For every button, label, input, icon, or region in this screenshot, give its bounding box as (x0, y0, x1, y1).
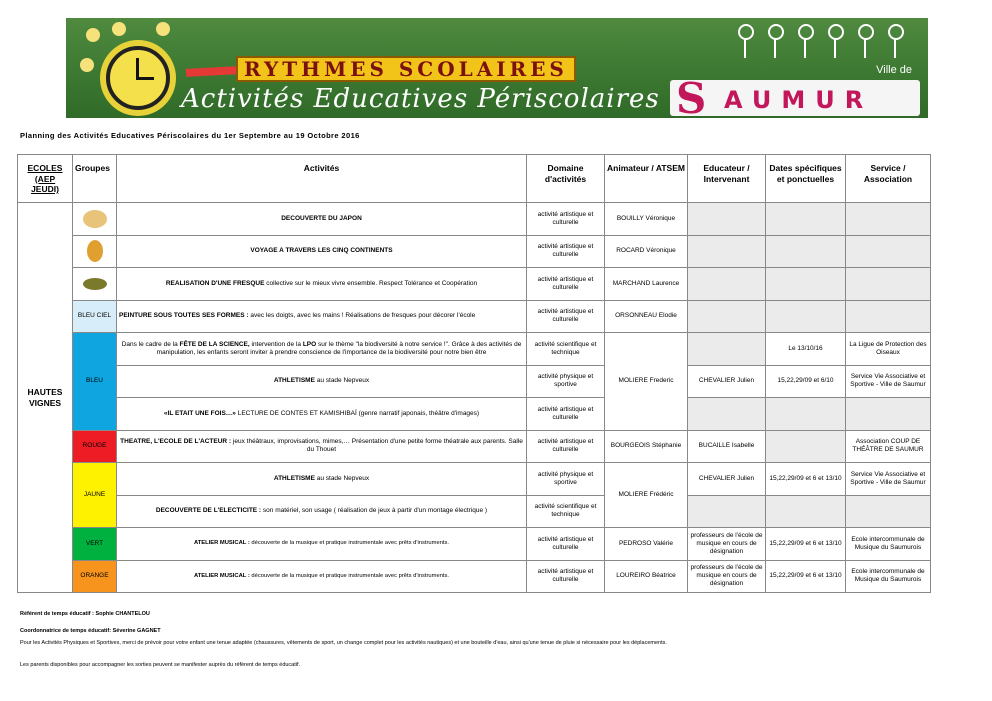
table-row (18, 365, 931, 398)
table-row (18, 495, 931, 528)
col-header-groupes: Groupes (73, 155, 117, 203)
animateur-cell: PEDROSO Valérie (605, 528, 688, 561)
activity-text: avec les doigts, avec les mains ! Réalisations de fresques pour décorer l'école (248, 312, 476, 320)
bulb-icon (156, 22, 170, 36)
group-vert: VERT (73, 528, 117, 561)
educateur-cell (688, 398, 766, 431)
service-cell (846, 235, 931, 268)
activity-cell (117, 268, 527, 301)
saumur-logo (670, 64, 920, 118)
footer-note-parents: Les parents disponibles pour accompagner les sorties peuvent se manifester auprès du référent de temps éducatif. (20, 662, 301, 668)
activity-text: au stade Nepveux (314, 474, 370, 482)
bulb-icon (86, 28, 100, 42)
group-orange: ORANGE (73, 560, 117, 593)
domaine-cell: activité physique et sportive (527, 365, 605, 398)
table-row (18, 398, 931, 431)
activity-text: VOYAGE A TRAVERS LES CINQ CONTINENTS (250, 247, 393, 255)
table-row (18, 235, 931, 268)
logo-name: AUMUR (724, 86, 874, 114)
activity-cell (117, 495, 527, 528)
group-bleu-ciel: BLEU CIEL (73, 300, 117, 333)
domaine-cell: activité scientifique et technique (527, 495, 605, 528)
activity-bold: FÊTE DE LA SCIENCE, (179, 340, 250, 348)
group-rouge: ROUGE (73, 430, 117, 463)
activity-bold: PEINTURE SOUS TOUTES SES FORMES : (119, 312, 249, 320)
dates-cell (766, 430, 846, 463)
table-row (18, 300, 931, 333)
col-header-service: Service / Association (846, 155, 931, 203)
table-row (18, 560, 931, 593)
activity-text: au stade Nepveux (314, 377, 370, 385)
rabbit-icon (83, 210, 107, 228)
group-icon-cell (73, 235, 117, 268)
animateur-cell: ROCARD Véronique (605, 235, 688, 268)
activity-bold: «IL ETAIT UNE FOIS…» (163, 409, 236, 417)
domaine-cell: activité artistique et culturelle (527, 430, 605, 463)
col-header-educateur: Educateur / Intervenant (688, 155, 766, 203)
dates-cell (766, 495, 846, 528)
service-cell: Service Vie Associative et Sportive - Ville de Saumur (846, 463, 931, 496)
activity-cell (117, 463, 527, 496)
animateur-cell: MOLIERE Frederic (605, 333, 688, 431)
activity-bold: ATHLETISME (273, 474, 315, 482)
activity-bold: ATELIER MUSICAL : (193, 572, 250, 579)
banner-title: RYTHMES SCOLAIRES (244, 57, 568, 81)
activity-cell (117, 365, 527, 398)
clock-icon (106, 46, 170, 110)
dates-cell: Le 13/10/16 (766, 333, 846, 366)
bulb-icon (112, 22, 126, 36)
activity-bold: LPO (302, 340, 317, 348)
banner-title-box (236, 56, 576, 82)
activity-cell (117, 300, 527, 333)
educateur-cell (688, 235, 766, 268)
school-cell: HAUTES VIGNES (18, 203, 73, 593)
activity-text: Dans le cadre de la (121, 340, 180, 348)
service-cell (846, 203, 931, 236)
domaine-cell: activité artistique et culturelle (527, 268, 605, 301)
footer-coord-text: Coordonnatrice de temps éducatif: Séverine GAGNET (20, 628, 161, 634)
footer-referent (20, 611, 150, 617)
table-row (18, 203, 931, 236)
dates-cell: 15,22,29/09 et 6 et 13/10 (766, 528, 846, 561)
animateur-cell: ORSONNEAU Elodie (605, 300, 688, 333)
activity-text: LECTURE DE CONTES ET KAMISHIBAÏ (genre narratif japonais, théâtre d'images) (235, 409, 480, 417)
activity-bold: THEATRE, L'ECOLE DE L'ACTEUR : (120, 438, 232, 446)
activity-bold: REALISATION D'UNE FRESQUE (165, 279, 265, 287)
educateur-cell (688, 300, 766, 333)
educateur-cell: CHEVALIER Julien (688, 463, 766, 496)
logo-small-text: Ville de (876, 64, 912, 76)
col-header-ecoles: ECOLES (AEP JEUDI) (18, 155, 73, 203)
activity-cell (117, 528, 527, 561)
educateur-cell (688, 495, 766, 528)
activity-text: jeux théâtraux, improvisations, mimes,… Présentation d'une petite forme théatrale aux parents. Salle du Thouet (231, 438, 523, 454)
table-row (18, 268, 931, 301)
activity-bold: ATELIER MUSICAL : (193, 540, 250, 547)
animateur-cell: MARCHAND Laurence (605, 268, 688, 301)
service-cell: Service Vie Associative et Sportive - Ville de Saumur (846, 365, 931, 398)
educateur-cell: professeurs de l'école de musique en cours de désignation (688, 560, 766, 593)
activity-cell (117, 333, 527, 366)
service-cell: Association COUP DE THÉÂTRE DE SAUMUR (846, 430, 931, 463)
banner-subtitle: Activités Educatives Périscolaires (181, 84, 660, 114)
col-header-activites: Activités (117, 155, 527, 203)
service-cell (846, 495, 931, 528)
logo-initial: S (676, 74, 707, 118)
footer-note-sport: Pour les Activités Physiques et Sportives, merci de prévoir pour votre enfant une tenue adaptée (chaussures, vêtements de sport, un change complet pour les activités nautiques) et une bouteille d'eau, ainsi qu'une tenue de pluie si nécessaire pour les déplacements. (20, 640, 667, 646)
service-cell (846, 268, 931, 301)
activity-bold: ATHLETISME (273, 377, 315, 385)
animateur-cell: BOUILLY Véronique (605, 203, 688, 236)
service-cell: Ecole intercommunale de Musique du Saumurois (846, 560, 931, 593)
table-header-row (18, 155, 931, 203)
educateur-cell: professeurs de l'école de musique en cours de désignation (688, 528, 766, 561)
activity-text: sur le thème "la biodiversité à notre service !". Grâce à des activités de manipulation, les enfants seront inviter à prendre conscience de l'importance de la biodiversité pour notre bien être (156, 340, 522, 356)
header-banner (66, 18, 928, 118)
table-row (18, 463, 931, 496)
domaine-cell: activité artistique et culturelle (527, 203, 605, 236)
activity-text: DECOUVERTE DU JAPON (281, 214, 362, 222)
service-cell (846, 398, 931, 431)
group-icon-cell (73, 268, 117, 301)
planning-table (17, 154, 931, 593)
domaine-cell: activité artistique et culturelle (527, 300, 605, 333)
educateur-cell: CHEVALIER Julien (688, 365, 766, 398)
animateur-cell: BOURGEOIS Stéphanie (605, 430, 688, 463)
domaine-cell: activité artistique et culturelle (527, 560, 605, 593)
dates-cell (766, 398, 846, 431)
domaine-cell: activité artistique et culturelle (527, 235, 605, 268)
educateur-cell (688, 268, 766, 301)
activity-text: collective sur le mieux vivre ensemble. Respect Tolérance et Coopération (264, 279, 478, 287)
activity-text: découverte de la musique et pratique instrumentale avec prêts d'instruments. (249, 572, 450, 579)
activity-text: son matériel, son usage ( réalisation de jeux à partir d'un montage électrique ) (261, 507, 488, 515)
dates-cell: 15,22,29/09 et 6/10 (766, 365, 846, 398)
activity-cell (117, 430, 527, 463)
service-cell: Ecole intercommunale de Musique du Saumurois (846, 528, 931, 561)
bulb-icon (80, 58, 94, 72)
animateur-cell: LOUREIRO Béatrice (605, 560, 688, 593)
col-header-dates: Dates spécifiques et ponctuelles (766, 155, 846, 203)
dates-cell (766, 235, 846, 268)
educateur-cell (688, 333, 766, 366)
dates-cell (766, 203, 846, 236)
activity-cell (117, 560, 527, 593)
col-header-domaine: Domaine d'activités (527, 155, 605, 203)
activity-cell (117, 203, 527, 236)
footer-referent-text: Référent de temps éducatif : Sophie CHANTELOU (20, 611, 150, 617)
domaine-cell: activité physique et sportive (527, 463, 605, 496)
footer-coord (20, 628, 161, 634)
educateur-cell (688, 203, 766, 236)
educateur-cell: BUCAILLE Isabelle (688, 430, 766, 463)
group-icon-cell (73, 203, 117, 236)
activity-bold: DECOUVERTE DE L'ELECTICITE : (155, 507, 262, 515)
activity-text: découverte de la musique et pratique instrumentale avec prêts d'instruments. (249, 540, 450, 547)
domaine-cell: activité scientifique et technique (527, 333, 605, 366)
service-cell (846, 300, 931, 333)
domaine-cell: activité artistique et culturelle (527, 398, 605, 431)
animateur-cell: MOLIERE Frédéric (605, 463, 688, 528)
dates-cell (766, 300, 846, 333)
activity-cell (117, 235, 527, 268)
col-header-animateur: Animateur / ATSEM (605, 155, 688, 203)
table-row (18, 333, 931, 366)
activity-cell (117, 398, 527, 431)
group-jaune: JAUNE (73, 463, 117, 528)
group-bleu: BLEU (73, 333, 117, 431)
dates-cell: 15,22,29/09 et 6 et 13/10 (766, 560, 846, 593)
turtle-icon (83, 278, 107, 290)
dates-cell: 15,22,29/09 et 6 et 13/10 (766, 463, 846, 496)
domaine-cell: activité artistique et culturelle (527, 528, 605, 561)
service-cell: La Ligue de Protection des Oiseaux (846, 333, 931, 366)
plan-title: Planning des Activités Educatives Périscolaires du 1er Septembre au 19 Octobre 2016 (20, 131, 360, 140)
teddy-icon (87, 240, 103, 262)
table-row (18, 430, 931, 463)
activity-text: intervention de la (249, 340, 303, 348)
table-row (18, 528, 931, 561)
dates-cell (766, 268, 846, 301)
